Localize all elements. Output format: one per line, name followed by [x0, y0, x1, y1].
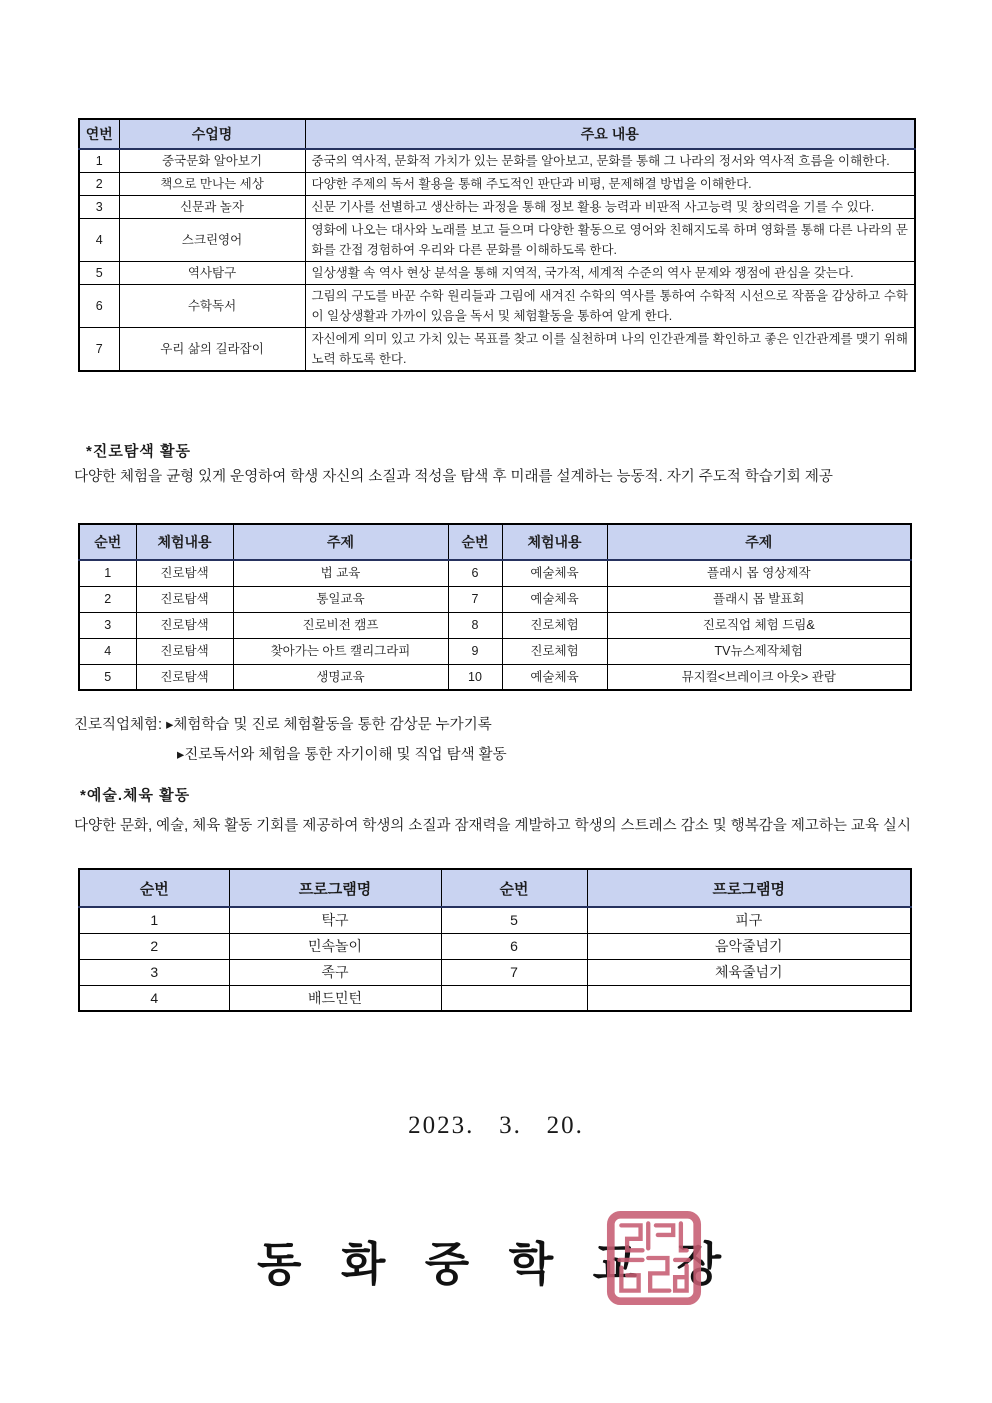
cell-number: 1 — [79, 560, 136, 586]
cell-description: 자신에게 의미 있고 가치 있는 목표를 찾고 이를 실천하며 나의 인간관계를 확인하고 좋은 인간관계를 맺기 위해 노력 하도록 한다. — [305, 328, 915, 372]
cell-number — [441, 985, 587, 1011]
col-header-activity-type: 체험내용 — [502, 524, 607, 560]
career-section-title: *진로탐색 활동 — [86, 443, 191, 460]
cell-program: 피구 — [587, 907, 911, 933]
principal-signature: 동 화 중 학 교 장 — [256, 1239, 736, 1290]
table-row — [79, 933, 911, 959]
cell-topic: 통일교육 — [233, 586, 448, 612]
table-row — [79, 586, 911, 612]
cell-activity-type: 진로탐색 — [136, 560, 233, 586]
cell-number: 4 — [79, 219, 119, 262]
cell-number: 5 — [79, 262, 119, 285]
cell-activity-type: 진로체험 — [502, 612, 607, 638]
cell-number: 5 — [79, 664, 136, 690]
cell-class-name: 역사탐구 — [119, 262, 305, 285]
cell-topic: 생명교육 — [233, 664, 448, 690]
cell-program: 민속놀이 — [229, 933, 441, 959]
cell-topic: 플래시 몹 발표회 — [607, 586, 911, 612]
cell-topic: 진로직업 체험 드림& — [607, 612, 911, 638]
cell-program — [587, 985, 911, 1011]
col-header-topic: 주제 — [607, 524, 911, 560]
col-header-number: 순번 — [441, 869, 587, 907]
document-date: 2023. 3. 20. — [408, 1112, 584, 1139]
cell-class-name: 중국문화 알아보기 — [119, 149, 305, 173]
cell-number: 7 — [441, 959, 587, 985]
cell-number: 8 — [448, 612, 502, 638]
career-experience-notes — [74, 710, 507, 770]
cell-topic: TV뉴스제작체험 — [607, 638, 911, 664]
table-row — [79, 196, 915, 219]
cell-program: 배드민턴 — [229, 985, 441, 1011]
career-activities-table — [78, 523, 912, 691]
cell-number: 3 — [79, 959, 229, 985]
cell-number: 10 — [448, 664, 502, 690]
cell-number: 2 — [79, 586, 136, 612]
cell-activity-type: 진로탐색 — [136, 586, 233, 612]
cell-number: 2 — [79, 933, 229, 959]
cell-activity-type: 예술체육 — [502, 586, 607, 612]
cell-activity-type: 진로체험 — [502, 638, 607, 664]
cell-topic: 법 교육 — [233, 560, 448, 586]
cell-number: 4 — [79, 985, 229, 1011]
col-header-number: 순번 — [448, 524, 502, 560]
principal-seal-stamp-icon — [606, 1210, 702, 1306]
table-row — [79, 664, 911, 690]
cell-topic: 진로비전 캠프 — [233, 612, 448, 638]
cell-number: 6 — [448, 560, 502, 586]
cell-description: 신문 기사를 선별하고 생산하는 과정을 통해 정보 활용 능력과 비판적 사고능력 및 창의력을 기를 수 있다. — [305, 196, 915, 219]
col-header-main-content: 주요 내용 — [305, 119, 915, 149]
cell-description: 중국의 역사적, 문화적 가치가 있는 문화를 알아보고, 문화를 통해 그 나라의 정서와 역사적 흐름을 이해한다. — [305, 149, 915, 173]
col-header-program-name: 프로그램명 — [229, 869, 441, 907]
table-header-row — [79, 869, 911, 907]
cell-program: 체육줄넘기 — [587, 959, 911, 985]
note-text: ▸체험학습 및 진로 체험활동을 통한 감상문 누가기록 — [166, 717, 492, 733]
cell-activity-type: 진로탐색 — [136, 638, 233, 664]
cell-description: 영화에 나오는 대사와 노래를 보고 들으며 다양한 활동으로 영어와 친해지도록 하며 영화를 통해 다른 나라의 문화를 간접 경험하여 우리와 다른 문화를 이해하도록 한다. — [305, 219, 915, 262]
cell-activity-type: 진로탐색 — [136, 612, 233, 638]
cell-class-name: 수학독서 — [119, 285, 305, 328]
table-row — [79, 907, 911, 933]
cell-class-name: 신문과 놀자 — [119, 196, 305, 219]
cell-topic: 뮤지컬<브레이크 아웃> 관람 — [607, 664, 911, 690]
cell-number: 7 — [448, 586, 502, 612]
cell-program: 음악줄넘기 — [587, 933, 911, 959]
cell-topic: 찾아가는 아트 캘리그라피 — [233, 638, 448, 664]
cell-description: 그림의 구도를 바꾼 수학 원리들과 그림에 새겨진 수학의 역사를 통하여 수학적 시선으로 작품을 감상하고 수학이 일상생활과 가까이 있음을 독서 및 체험활동을 통하여 알게 한다. — [305, 285, 915, 328]
col-header-topic: 주제 — [233, 524, 448, 560]
table-header-row — [79, 524, 911, 560]
cell-program: 탁구 — [229, 907, 441, 933]
cell-number: 3 — [79, 612, 136, 638]
table-row — [79, 262, 915, 285]
table-header-row — [79, 119, 915, 149]
cell-class-name: 우리 삶의 길라잡이 — [119, 328, 305, 372]
career-section-description: 다양한 체험을 균형 있게 운영하여 학생 자신의 소질과 적성을 탐색 후 미래를 설계하는 능동적. 자기 주도적 학습기회 제공 — [74, 469, 833, 485]
table-row — [79, 285, 915, 328]
table-row — [79, 173, 915, 196]
arts-section-title: *예술.체육 활동 — [80, 787, 191, 804]
cell-number: 7 — [79, 328, 119, 372]
col-header-activity-type: 체험내용 — [136, 524, 233, 560]
cell-number: 6 — [79, 285, 119, 328]
cell-number: 1 — [79, 149, 119, 173]
courses-table — [78, 118, 916, 372]
table-row — [79, 638, 911, 664]
note-label: 진로직업체험: — [74, 717, 167, 733]
col-header-program-name: 프로그램명 — [587, 869, 911, 907]
col-header-number: 연번 — [79, 119, 119, 149]
cell-activity-type: 예술체육 — [502, 664, 607, 690]
cell-program: 족구 — [229, 959, 441, 985]
table-row — [79, 328, 915, 372]
cell-number: 2 — [79, 173, 119, 196]
cell-activity-type: 예술체육 — [502, 560, 607, 586]
col-header-number: 순번 — [79, 524, 136, 560]
table-row — [79, 219, 915, 262]
col-header-number: 순번 — [79, 869, 229, 907]
cell-description: 다양한 주제의 독서 활용을 통해 주도적인 판단과 비평, 문제해결 방법을 이해한다. — [305, 173, 915, 196]
table-row — [79, 560, 911, 586]
cell-number: 3 — [79, 196, 119, 219]
table-row — [79, 612, 911, 638]
note-line — [74, 710, 507, 740]
cell-activity-type: 진로탐색 — [136, 664, 233, 690]
cell-number: 6 — [441, 933, 587, 959]
arts-programs-table — [78, 868, 912, 1012]
note-line — [74, 740, 507, 770]
table-row — [79, 959, 911, 985]
cell-description: 일상생활 속 역사 현상 분석을 통해 지역적, 국가적, 세계적 수준의 역사 문제와 쟁점에 관심을 갖는다. — [305, 262, 915, 285]
cell-class-name: 책으로 만나는 세상 — [119, 173, 305, 196]
arts-section-description: 다양한 문화, 예술, 체육 활동 기회를 제공하여 학생의 소질과 잠재력을 계발하고 학생의 스트레스 감소 및 행복감을 제고하는 교육 실시 — [74, 818, 911, 834]
cell-number: 1 — [79, 907, 229, 933]
cell-class-name: 스크린영어 — [119, 219, 305, 262]
cell-number: 5 — [441, 907, 587, 933]
col-header-class-name: 수업명 — [119, 119, 305, 149]
table-row — [79, 985, 911, 1011]
cell-number: 4 — [79, 638, 136, 664]
cell-topic: 플래시 몹 영상제작 — [607, 560, 911, 586]
table-row — [79, 149, 915, 173]
cell-number: 9 — [448, 638, 502, 664]
note-text: ▸진로독서와 체험을 통한 자기이해 및 직업 탐색 활동 — [177, 747, 507, 763]
